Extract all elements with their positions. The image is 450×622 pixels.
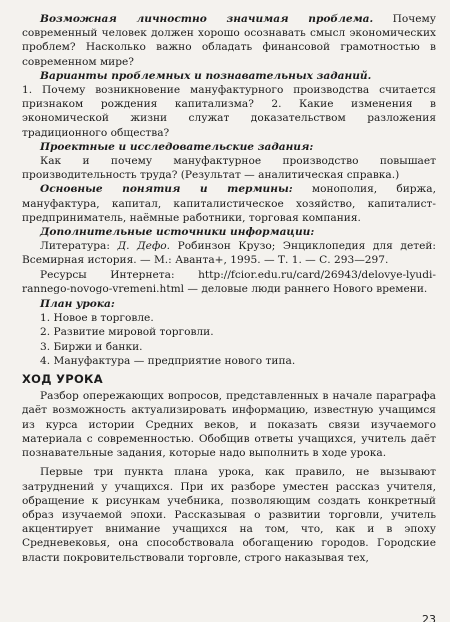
plan-list	[22, 311, 436, 368]
literature-prefix: Литература:	[40, 240, 118, 253]
concepts-text: монополия, биржа, мануфактура, капитал, капиталистическое хозяйство, капиталист-предприниматель, наёмные работники, торговая компания.	[22, 183, 436, 224]
internet-paragraph: Ресурсы Интернета: http://fcior.edu.ru/card/26943/delovye-lyudi-rannego-novogo-vremeni.html — деловые люди раннего Нового времени.	[22, 268, 436, 295]
lesson-heading: ХОД УРОКА	[22, 372, 103, 387]
tasks-text: 1. Почему возникновение мануфактурного производства считается признаком рождения капитализма? 2. Какие изменения в экономической жизни служат доказательством разложения традиционного общества?	[22, 84, 436, 139]
problem-text: Почему современный человек должен хорошо осознавать смысл экономических проблем? Насколько важно обладать финансовой грамотностью в современном мире?	[22, 13, 436, 68]
lesson-paragraph-2: Первые три пункта плана урока, как правило, не вызывают затруднений у учащихся. При их разборе уместен рассказ учителя, обращение к рисункам учебника, позволяющим создать конкретный образ изучаемой эпохи. Рассказывая о развитии торговли, учитель акцентирует внимание учащихся на том, что, как и в эпоху Средневековья, она способствовала обогащению городов. Городские власти покровительствовали торговле, строго наказывая тех,	[22, 466, 436, 564]
project-label: Проектные и исследовательские задания:	[40, 140, 314, 153]
problem-label: Возможная личностно значимая проблема.	[40, 13, 374, 25]
concepts-paragraph	[22, 182, 436, 225]
tasks-label: Варианты проблемных и познавательных заданий.	[40, 69, 372, 82]
concepts-label: Основные понятия и термины:	[40, 183, 293, 196]
page-number: 23	[422, 614, 436, 622]
plan-item: 1. Новое в торговле.	[40, 312, 154, 325]
project-text: Как и почему мануфактурное производство повышает производительность труда? (Результат — аналитическая справка.)	[22, 155, 436, 182]
sources-label: Дополнительные источники информации:	[40, 226, 315, 239]
lesson-paragraph-1: Разбор опережающих вопросов, представленных в начале параграфа даёт возможность актуализировать информацию, известную учащимся из курса истории Средних веков, и показать связи изучаемого материала с современностью. Обобщив ответы учащихся, учитель даёт познавательные задания, которые надо выполнить в ходе урока.	[22, 390, 436, 460]
literature-author: Д. Дефо.	[117, 240, 170, 253]
plan-item: 2. Развитие мировой торговли.	[40, 326, 214, 339]
plan-label: План урока:	[40, 298, 115, 311]
problem-paragraph	[22, 12, 436, 69]
literature-text: Робинзон Крузо; Энциклопедия для детей: Всемирная история. — М.: Аванта+, 1995. — Т. 1. — С. 293—297.	[22, 240, 436, 267]
literature-paragraph	[22, 239, 436, 267]
plan-item: 3. Биржи и банки.	[40, 340, 143, 353]
plan-item: 4. Мануфактура — предприятие нового типа.	[40, 354, 296, 367]
